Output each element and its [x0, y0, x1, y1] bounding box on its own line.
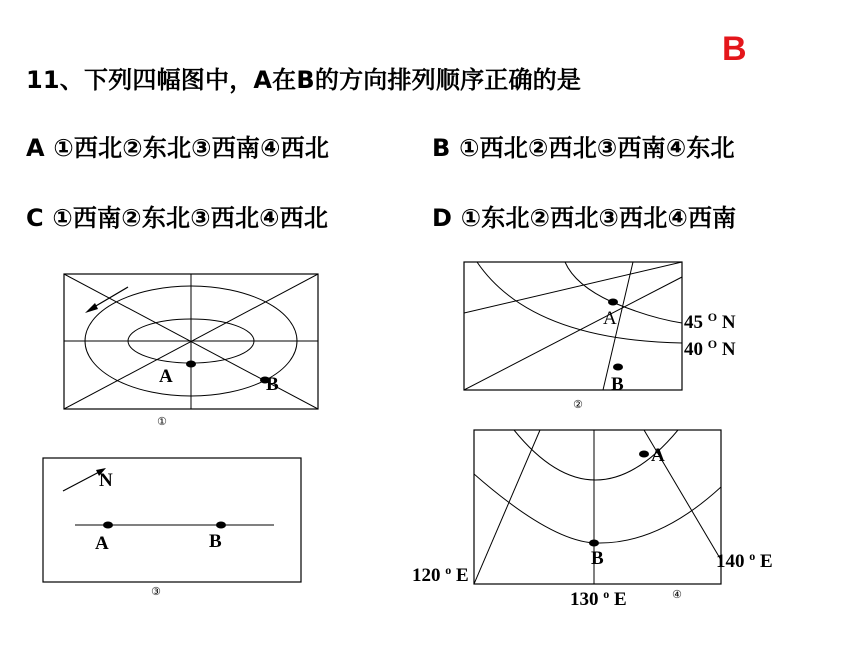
fig3-number: ③: [151, 585, 161, 598]
fig3-north-label: N: [99, 470, 113, 491]
fig4-lon-mid-label: 130 $^o$ E: [570, 587, 627, 610]
figure-4: [412, 430, 773, 610]
fig2-number: ②: [573, 398, 583, 411]
answer-letter: B: [722, 30, 747, 68]
option-a-text: ①西北②东北③西南④西北: [53, 134, 330, 162]
fig4-label-a: A: [651, 445, 665, 466]
fig2-frame: [464, 262, 682, 390]
question-text: 11、下列四幅图中，A在B的方向排列顺序正确的是: [26, 66, 582, 94]
fig3-frame: [43, 458, 301, 582]
option-a-letter: A: [26, 134, 45, 162]
fig4-point-a-dot: [639, 451, 649, 458]
fig2-label-b: B: [611, 374, 624, 395]
fig2-point-b-dot: [613, 364, 623, 371]
figure-1: [64, 274, 318, 428]
fig2-line-1: [464, 262, 682, 313]
fig4-lon-left-label: 120 $^o$ E: [412, 563, 469, 586]
fig1-point-a-dot: [186, 361, 196, 368]
fig4-parallel-lower: [474, 474, 721, 543]
option-c-letter: C: [26, 204, 44, 232]
fig3-point-a-dot: [103, 522, 113, 529]
option-d-letter: D: [432, 204, 453, 232]
fig4-number: ④: [672, 588, 682, 601]
fig2-label-a: A: [603, 308, 617, 329]
fig2-line-2: [464, 277, 682, 390]
option-b-text: ①西北②西北③西南④东北: [459, 134, 735, 162]
fig1-label-b: B: [266, 374, 279, 395]
fig2-curve-2: [565, 262, 682, 323]
fig4-label-b: B: [591, 548, 604, 569]
fig1-number: ①: [157, 415, 167, 428]
option-d-text: ①东北②西北③西北④西南: [460, 204, 737, 232]
figure-2: [464, 262, 736, 411]
fig3-point-b-dot: [216, 522, 226, 529]
fig2-lat-lower-label: 40 $^O$ N: [684, 337, 736, 360]
fig1-label-a: A: [159, 366, 173, 387]
fig4-meridian-120: [474, 430, 540, 584]
fig3-label-a: A: [95, 533, 109, 554]
fig3-label-b: B: [209, 531, 222, 552]
fig4-point-b-dot: [589, 540, 599, 547]
figure-3: [43, 458, 301, 598]
option-b-letter: B: [432, 134, 451, 162]
fig4-lon-right-label: 140 $^o$ E: [716, 549, 773, 572]
fig2-lat-upper-label: 45 $^O$ N: [684, 310, 736, 333]
rotation-arrow-icon: [85, 287, 128, 313]
option-c-text: ①西南②东北③西北④西北: [52, 204, 329, 232]
fig2-point-a-dot: [608, 299, 618, 306]
